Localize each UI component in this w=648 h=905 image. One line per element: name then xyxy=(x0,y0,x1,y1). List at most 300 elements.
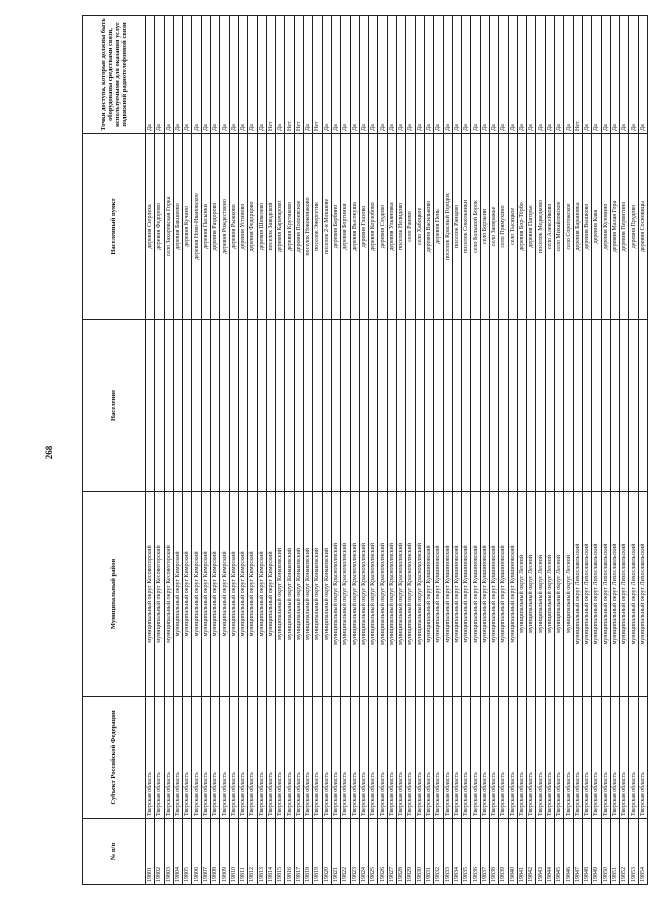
cell-settlement: поселок Ранцево xyxy=(452,134,461,320)
cell-population xyxy=(220,320,229,492)
cell-region: Тверская область xyxy=(573,697,582,819)
cell-population xyxy=(238,320,247,492)
cell-num: 19848 xyxy=(582,819,591,885)
cell-num: 19828 xyxy=(397,819,406,885)
cell-region: Тверская область xyxy=(276,697,285,819)
cell-settlement: поселок Сокольники xyxy=(462,134,471,320)
table-row xyxy=(582,16,591,885)
cell-num: 19808 xyxy=(211,819,220,885)
cell-population xyxy=(592,320,601,492)
cell-access: Да xyxy=(322,16,331,134)
cell-num: 19820 xyxy=(322,819,331,885)
cell-settlement: поселок Медведково xyxy=(536,134,545,320)
cell-settlement: поселок Энергетик xyxy=(313,134,322,320)
cell-district: муниципальный округ Лесной xyxy=(527,492,536,697)
cell-region: Тверская область xyxy=(359,697,368,819)
cell-population xyxy=(424,320,433,492)
table-row xyxy=(527,16,536,885)
cell-region: Тверская область xyxy=(620,697,629,819)
cell-district: муниципальный округ Кувшиновский xyxy=(499,492,508,697)
table-row xyxy=(406,16,415,885)
cell-district: муниципальный округ Конаковский xyxy=(285,492,294,697)
cell-region: Тверская область xyxy=(592,697,601,819)
cell-access: Нет xyxy=(313,16,322,134)
cell-district: муниципальный округ Кувшиновский xyxy=(471,492,480,697)
cell-population xyxy=(359,320,368,492)
cell-num: 19809 xyxy=(220,819,229,885)
cell-district: муниципальный округ Лихославльский xyxy=(582,492,591,697)
cell-access: Да xyxy=(387,16,396,134)
cell-district: муниципальный округ Конаковский xyxy=(322,492,331,697)
table-row xyxy=(378,16,387,885)
table-row xyxy=(369,16,378,885)
cell-num: 19836 xyxy=(471,819,480,885)
cell-district: муниципальный округ Кимрский xyxy=(257,492,266,697)
table-row xyxy=(555,16,564,885)
cell-access: Нет xyxy=(573,16,582,134)
table-row xyxy=(183,16,192,885)
cell-num: 19842 xyxy=(527,819,536,885)
cell-region: Тверская область xyxy=(638,697,647,819)
cell-settlement: деревня Вышково xyxy=(582,134,591,320)
cell-access: Да xyxy=(238,16,247,134)
cell-settlement: село Сорогожское xyxy=(564,134,573,320)
cell-district: муниципальный округ Кимрский xyxy=(266,492,275,697)
cell-settlement: поселок Заводской xyxy=(266,134,275,320)
cell-access: Да xyxy=(183,16,192,134)
cell-population xyxy=(201,320,210,492)
cell-region: Тверская область xyxy=(378,697,387,819)
cell-region: Тверская область xyxy=(350,697,359,819)
cell-settlement: деревня Ульяновка xyxy=(387,134,396,320)
cell-region: Тверская область xyxy=(192,697,201,819)
header-num: № п/п xyxy=(83,819,146,885)
cell-population xyxy=(164,320,173,492)
cell-num: 19823 xyxy=(350,819,359,885)
table-row xyxy=(452,16,461,885)
cell-region: Тверская область xyxy=(610,697,619,819)
cell-settlement: деревня Рыжково xyxy=(229,134,238,320)
cell-num: 19840 xyxy=(508,819,517,885)
cell-district: муниципальный округ Лихославльский xyxy=(638,492,647,697)
cell-region: Тверская область xyxy=(248,697,257,819)
table-row xyxy=(266,16,275,885)
cell-population xyxy=(192,320,201,492)
cell-population xyxy=(369,320,378,492)
cell-access: Нет xyxy=(266,16,275,134)
cell-num: 19802 xyxy=(155,819,164,885)
cell-num: 19835 xyxy=(462,819,471,885)
cell-region: Тверская область xyxy=(406,697,415,819)
cell-num: 19841 xyxy=(517,819,526,885)
table-row xyxy=(276,16,285,885)
cell-access: Да xyxy=(146,16,155,134)
table-row xyxy=(629,16,638,885)
cell-population xyxy=(610,320,619,492)
cell-population xyxy=(285,320,294,492)
cell-settlement: деревня Пень xyxy=(434,134,443,320)
cell-access: Да xyxy=(220,16,229,134)
cell-access: Да xyxy=(304,16,313,134)
cell-num: 19833 xyxy=(443,819,452,885)
cell-district: муниципальный округ Лесной xyxy=(564,492,573,697)
table-row xyxy=(517,16,526,885)
cell-access: Да xyxy=(555,16,564,134)
cell-num: 19829 xyxy=(406,819,415,885)
cell-region: Тверская область xyxy=(582,697,591,819)
table-row xyxy=(443,16,452,885)
cell-region: Тверская область xyxy=(201,697,210,819)
table-row xyxy=(573,16,582,885)
table-row xyxy=(610,16,619,885)
cell-settlement: поселок Нелидово xyxy=(397,134,406,320)
table-row xyxy=(592,16,601,885)
table-row xyxy=(397,16,406,885)
cell-settlement: деревня Устиново xyxy=(238,134,247,320)
cell-region: Тверская область xyxy=(424,697,433,819)
table-row xyxy=(173,16,182,885)
cell-population xyxy=(629,320,638,492)
cell-population xyxy=(564,320,573,492)
cell-district: муниципальный округ Кимрский xyxy=(211,492,220,697)
cell-region: Тверская область xyxy=(285,697,294,819)
cell-settlement: село Большой Борок xyxy=(471,134,480,320)
table-row xyxy=(211,16,220,885)
table-body xyxy=(146,16,648,885)
cell-num: 19804 xyxy=(173,819,182,885)
cell-settlement: село Заовражье xyxy=(489,134,498,320)
cell-settlement: деревня Крутиково xyxy=(285,134,294,320)
cell-population xyxy=(173,320,182,492)
table-row xyxy=(350,16,359,885)
cell-settlement: деревня Первитино xyxy=(620,134,629,320)
cell-district: муниципальный округ Краснохолмский xyxy=(331,492,340,697)
table-header-row xyxy=(83,16,146,885)
cell-district: муниципальный округ Кесовогорский xyxy=(155,492,164,697)
table-row xyxy=(201,16,210,885)
cell-region: Тверская область xyxy=(369,697,378,819)
cell-district: муниципальный округ Лесной xyxy=(545,492,554,697)
cell-num: 19832 xyxy=(434,819,443,885)
cell-num: 19843 xyxy=(536,819,545,885)
cell-num: 19812 xyxy=(248,819,257,885)
cell-num: 19849 xyxy=(592,819,601,885)
cell-num: 19807 xyxy=(201,819,210,885)
cell-num: 19822 xyxy=(341,819,350,885)
cell-settlement: деревня Пасынки xyxy=(201,134,210,320)
cell-population xyxy=(294,320,303,492)
cell-district: муниципальный округ Кувшиновский xyxy=(508,492,517,697)
table-row xyxy=(387,16,396,885)
cell-district: муниципальный округ Конаковский xyxy=(294,492,303,697)
cell-settlement: село Ранево xyxy=(406,134,415,320)
table-row xyxy=(341,16,350,885)
cell-population xyxy=(620,320,629,492)
cell-district: муниципальный округ Кувшиновский xyxy=(480,492,489,697)
cell-access: Да xyxy=(397,16,406,134)
cell-access: Да xyxy=(582,16,591,134)
cell-population xyxy=(397,320,406,492)
cell-district: муниципальный округ Краснохолмский xyxy=(406,492,415,697)
cell-access: Да xyxy=(452,16,461,134)
cell-district: муниципальный округ Кимрский xyxy=(248,492,257,697)
cell-settlement: деревня Барановка xyxy=(573,134,582,320)
cell-num: 19821 xyxy=(331,819,340,885)
cell-access: Да xyxy=(471,16,480,134)
cell-population xyxy=(582,320,591,492)
cell-settlement: деревня Бортники xyxy=(341,134,350,320)
cell-population xyxy=(499,320,508,492)
cell-settlement: село Хабоцкое xyxy=(415,134,424,320)
cell-num: 19817 xyxy=(294,819,303,885)
cell-district: муниципальный округ Кувшиновский xyxy=(434,492,443,697)
cell-settlement: поселок 2-я Мокшеве xyxy=(322,134,331,320)
cell-region: Тверская область xyxy=(601,697,610,819)
cell-population xyxy=(443,320,452,492)
cell-population xyxy=(406,320,415,492)
cell-settlement: поселок Новоконаково xyxy=(304,134,313,320)
settlements-table xyxy=(82,15,648,885)
cell-district: муниципальный округ Кимрский xyxy=(238,492,247,697)
cell-num: 19825 xyxy=(369,819,378,885)
cell-access: Да xyxy=(601,16,610,134)
cell-num: 19816 xyxy=(285,819,294,885)
cell-population xyxy=(527,320,536,492)
cell-settlement: деревня Федорово xyxy=(155,134,164,320)
cell-region: Тверская область xyxy=(555,697,564,819)
table-row xyxy=(304,16,313,885)
table-row xyxy=(489,16,498,885)
cell-access: Да xyxy=(610,16,619,134)
table-row xyxy=(620,16,629,885)
cell-settlement: деревня Федорцово xyxy=(248,134,257,320)
cell-region: Тверская область xyxy=(499,697,508,819)
cell-population xyxy=(229,320,238,492)
cell-region: Тверская область xyxy=(183,697,192,819)
cell-population xyxy=(489,320,498,492)
cell-population xyxy=(331,320,340,492)
cell-num: 19853 xyxy=(629,819,638,885)
cell-access: Да xyxy=(527,16,536,134)
table-row xyxy=(294,16,303,885)
cell-region: Тверская область xyxy=(517,697,526,819)
cell-region: Тверская область xyxy=(462,697,471,819)
cell-population xyxy=(276,320,285,492)
table-row xyxy=(331,16,340,885)
header-access: Точки доступа, которые должны быть оборудованы средствами связи, используемыми для оказания услуг подвижной радиотелефонной связи xyxy=(83,16,146,134)
cell-access: Да xyxy=(257,16,266,134)
table-row xyxy=(424,16,433,885)
cell-access: Да xyxy=(341,16,350,134)
cell-population xyxy=(573,320,582,492)
table-row xyxy=(499,16,508,885)
cell-access: Да xyxy=(173,16,182,134)
cell-population xyxy=(545,320,554,492)
cell-access: Да xyxy=(369,16,378,134)
cell-access: Да xyxy=(545,16,554,134)
cell-num: 19845 xyxy=(555,819,564,885)
cell-region: Тверская область xyxy=(415,697,424,819)
header-region: Субъект Российской Федерации xyxy=(83,697,146,819)
cell-district: муниципальный округ Кувшиновский xyxy=(462,492,471,697)
cell-num: 19854 xyxy=(638,819,647,885)
cell-access: Да xyxy=(564,16,573,134)
cell-num: 19834 xyxy=(452,819,461,885)
cell-access: Да xyxy=(211,16,220,134)
table-row xyxy=(220,16,229,885)
cell-region: Тверская область xyxy=(471,697,480,819)
cell-region: Тверская область xyxy=(434,697,443,819)
cell-region: Тверская область xyxy=(452,697,461,819)
cell-region: Тверская область xyxy=(545,697,554,819)
cell-num: 19850 xyxy=(601,819,610,885)
cell-district: муниципальный округ Конаковский xyxy=(276,492,285,697)
cell-region: Тверская область xyxy=(331,697,340,819)
cell-access: Да xyxy=(592,16,601,134)
cell-region: Тверская область xyxy=(489,697,498,819)
cell-region: Тверская область xyxy=(341,697,350,819)
table-row xyxy=(155,16,164,885)
cell-access: Да xyxy=(378,16,387,134)
cell-district: муниципальный округ Краснохолмский xyxy=(397,492,406,697)
cell-access: Да xyxy=(629,16,638,134)
header-settlement: Населенный пункт xyxy=(83,134,146,320)
cell-region: Тверская область xyxy=(164,697,173,819)
table-row xyxy=(480,16,489,885)
cell-district: муниципальный округ Кувшиновский xyxy=(424,492,433,697)
cell-num: 19844 xyxy=(545,819,554,885)
cell-population xyxy=(266,320,275,492)
cell-region: Тверская область xyxy=(387,697,396,819)
cell-num: 19818 xyxy=(304,819,313,885)
cell-population xyxy=(378,320,387,492)
cell-settlement: деревня Глазово xyxy=(359,134,368,320)
cell-population xyxy=(211,320,220,492)
cell-district: муниципальный округ Краснохолмский xyxy=(387,492,396,697)
cell-district: муниципальный округ Конаковский xyxy=(304,492,313,697)
cell-population xyxy=(638,320,647,492)
cell-district: муниципальный округ Лесной xyxy=(555,492,564,697)
cell-access: Нет xyxy=(285,16,294,134)
cell-region: Тверская область xyxy=(322,697,331,819)
cell-population xyxy=(155,320,164,492)
cell-settlement: деревня Кава xyxy=(592,134,601,320)
cell-access: Да xyxy=(434,16,443,134)
cell-district: муниципальный округ Лихославльский xyxy=(620,492,629,697)
cell-region: Тверская область xyxy=(294,697,303,819)
cell-settlement: село Прямухино xyxy=(499,134,508,320)
cell-access: Да xyxy=(229,16,238,134)
cell-region: Тверская область xyxy=(527,697,536,819)
cell-region: Тверская область xyxy=(238,697,247,819)
table-row xyxy=(146,16,155,885)
cell-region: Тверская область xyxy=(229,697,238,819)
cell-district: муниципальный округ Кувшиновский xyxy=(452,492,461,697)
cell-population xyxy=(257,320,266,492)
cell-district: муниципальный округ Краснохолмский xyxy=(415,492,424,697)
cell-num: 19839 xyxy=(499,819,508,885)
table-row xyxy=(471,16,480,885)
cell-district: муниципальный округ Краснохолмский xyxy=(341,492,350,697)
cell-num: 19824 xyxy=(359,819,368,885)
cell-district: муниципальный округ Лесной xyxy=(517,492,526,697)
cell-settlement: село Борзыни xyxy=(480,134,489,320)
cell-district: муниципальный округ Кимрский xyxy=(229,492,238,697)
table-row xyxy=(434,16,443,885)
cell-access: Да xyxy=(638,16,647,134)
cell-access: Да xyxy=(489,16,498,134)
table-row xyxy=(462,16,471,885)
cell-access: Да xyxy=(443,16,452,134)
table-row xyxy=(322,16,331,885)
cell-district: муниципальный округ Лихославльский xyxy=(629,492,638,697)
cell-district: муниципальный округ Краснохолмский xyxy=(359,492,368,697)
cell-district: муниципальный округ Кесовогорский xyxy=(164,492,173,697)
cell-num: 19831 xyxy=(424,819,433,885)
cell-access: Да xyxy=(480,16,489,134)
cell-population xyxy=(434,320,443,492)
cell-access: Да xyxy=(201,16,210,134)
cell-region: Тверская область xyxy=(304,697,313,819)
cell-region: Тверская область xyxy=(564,697,573,819)
cell-region: Тверская область xyxy=(397,697,406,819)
cell-num: 19852 xyxy=(620,819,629,885)
cell-access: Да xyxy=(155,16,164,134)
cell-num: 19805 xyxy=(183,819,192,885)
cell-num: 19801 xyxy=(146,819,155,885)
cell-settlement: деревня Васильково xyxy=(424,134,433,320)
cell-num: 19815 xyxy=(276,819,285,885)
table-row xyxy=(285,16,294,885)
cell-region: Тверская область xyxy=(211,697,220,819)
cell-access: Да xyxy=(536,16,545,134)
cell-population xyxy=(452,320,461,492)
cell-region: Тверская область xyxy=(220,697,229,819)
table-row xyxy=(229,16,238,885)
table-row xyxy=(536,16,545,885)
cell-district: муниципальный округ Кувшиновский xyxy=(443,492,452,697)
cell-settlement: деревня Сосновицы xyxy=(638,134,647,320)
cell-district: муниципальный округ Кувшиновский xyxy=(489,492,498,697)
cell-num: 19803 xyxy=(164,819,173,885)
cell-population xyxy=(536,320,545,492)
cell-district: муниципальный округ Лихославльский xyxy=(573,492,582,697)
cell-population xyxy=(480,320,489,492)
table-row xyxy=(164,16,173,885)
cell-population xyxy=(304,320,313,492)
cell-settlement: деревня Шевелево xyxy=(257,134,266,320)
cell-settlement: село Алексейково xyxy=(545,134,554,320)
table-row xyxy=(257,16,266,885)
cell-settlement: деревня Слудово xyxy=(378,134,387,320)
cell-access: Да xyxy=(164,16,173,134)
cell-population xyxy=(508,320,517,492)
cell-district: муниципальный округ Краснохолмский xyxy=(378,492,387,697)
cell-region: Тверская область xyxy=(146,697,155,819)
cell-region: Тверская область xyxy=(629,697,638,819)
cell-access: Да xyxy=(276,16,285,134)
cell-settlement: деревня Прудово xyxy=(629,134,638,320)
cell-num: 19851 xyxy=(610,819,619,885)
cell-population xyxy=(350,320,359,492)
cell-region: Тверская область xyxy=(313,697,322,819)
cell-settlement: село Михайловское xyxy=(555,134,564,320)
cell-settlement: деревня Ново-Ивановское xyxy=(192,134,201,320)
cell-access: Да xyxy=(350,16,359,134)
cell-settlement: деревня Малая Гора xyxy=(610,134,619,320)
cell-district: муниципальный округ Кимрский xyxy=(220,492,229,697)
cell-num: 19819 xyxy=(313,819,322,885)
